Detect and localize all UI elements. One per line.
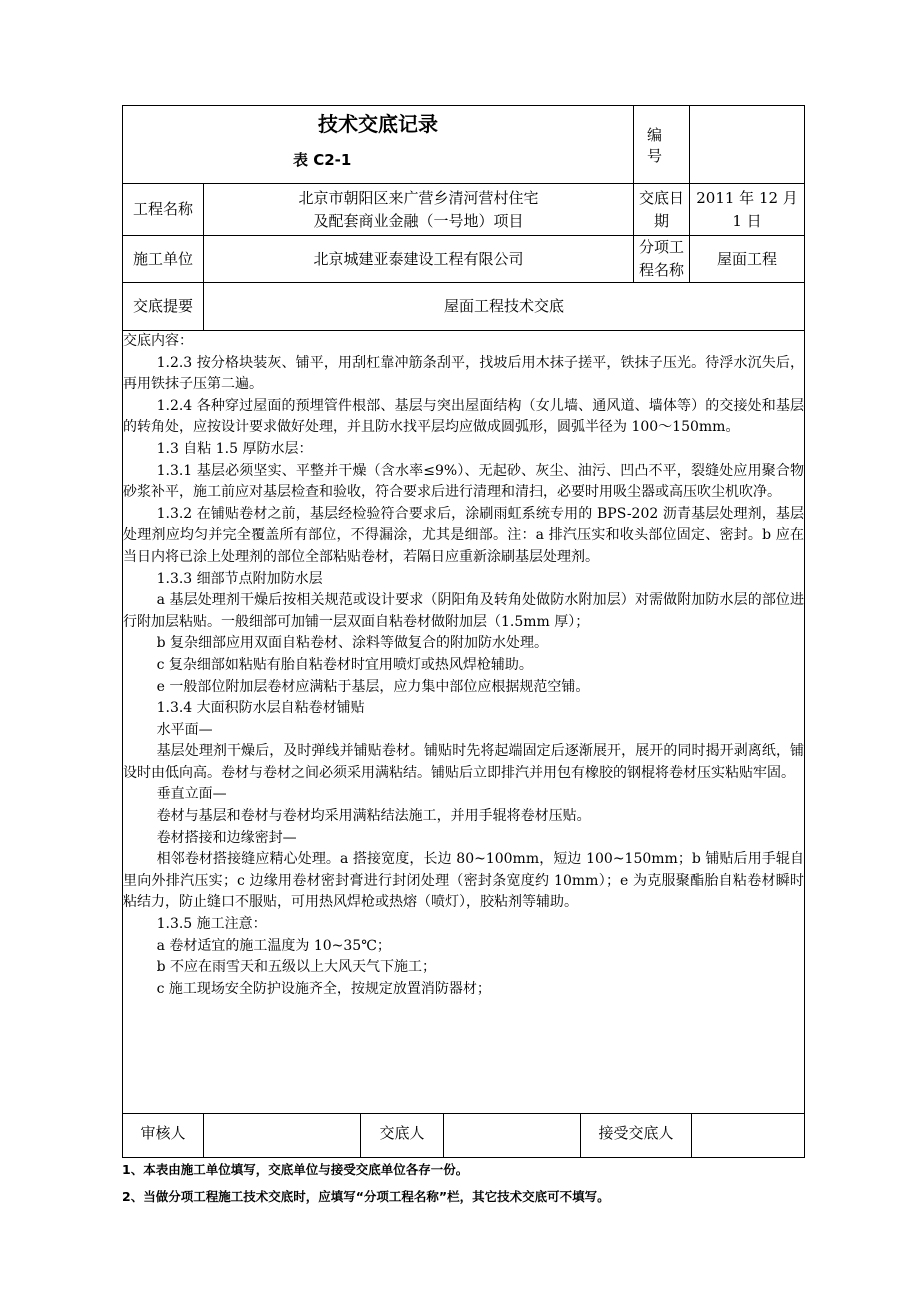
project-name-value — [204, 184, 634, 236]
content-paragraph: c 施工现场安全防护设施齐全，按规定放置消防器材； — [156, 980, 491, 997]
title-cell — [123, 106, 634, 184]
content-paragraph: 卷材与基层和卷材与卷材均采用满粘结法施工，并用手辊将卷材压贴。 — [156, 808, 591, 825]
construction-unit-label: 施工单位 — [123, 236, 204, 283]
content-paragraph: 1.3.1 基层必须坚实、平整并干燥（含水率≤9%）、无起砂、灰尘、油污、凹凸不平，裂缝处应用聚合物砂浆补平，施工前应对基层检查和验收，符合要求后进行清理和清扫，必要时用吸尘器或高压吹尘机吹净。 — [123, 462, 805, 501]
content-paragraph: 基层处理剂干燥后，及时弹线并铺贴卷材。铺贴时先将起端固定后逐渐展开，展开的同时揭开剥离纸，铺设时由低向高。卷材与卷材之间必须采用满粘结。铺贴后立即排汽并用包有橡胶的钢棍将卷材压实粘贴牢固。 — [123, 743, 805, 781]
content-paragraph: 1.3 自粘 1.5 厚防水层： — [156, 440, 313, 457]
number-label: 编 号 — [634, 106, 690, 184]
sub-project-name-label: 分项工程名称 — [634, 236, 690, 283]
disclosure-date-label: 交底日期 — [634, 184, 690, 236]
reviewer-label: 审核人 — [123, 1113, 204, 1157]
content-paragraph: 卷材搭接和边缘密封— — [156, 829, 297, 846]
technical-disclosure-form — [122, 105, 804, 1158]
reviewer-signature — [204, 1113, 361, 1157]
content-paragraph: 1.3.4 大面积防水层自粘卷材铺贴 — [156, 700, 365, 717]
presenter-label: 交底人 — [361, 1113, 444, 1157]
form-table — [122, 105, 805, 1114]
content-paragraph: 1.3.3 细部节点附加防水层 — [156, 570, 323, 587]
content-paragraph: 水平面— — [156, 721, 213, 738]
content-paragraph: 1.2.4 各种穿过屋面的预埋管件根部、基层与突出屋面结构（女儿墙、通风道、墙体等）的交接处和基层的转角处，应按设计要求做好处理，并且防水找平层均应做成圆弧形，圆弧半径为 100～150mm。 — [123, 397, 805, 436]
content-paragraph: 1.2.3 按分格块装灰、铺平，用刮杠靠冲筋条刮平，找坡后用木抹子搓平，铁抹子压光。待浮水沉失后，再用铁抹子压第二遍。 — [123, 354, 805, 393]
form-code: 表 C2-1 — [293, 151, 352, 169]
receiver-label: 接受交底人 — [581, 1113, 692, 1157]
content-paragraph: 1.3.2 在铺贴卷材之前，基层经检验符合要求后，涂刷雨虹系统专用的 BPS-202 沥青基层处理剂，基层处理剂应均匀并完全覆盖所有部位，不得漏涂，尤其是细部。注：a 排汽压实和收头部位固定、密封。b 应在当日内将已涂上处理剂的部位全部粘贴卷材，若隔日应重新涂刷基层处理剂。 — [123, 505, 805, 565]
content-paragraph: 垂直立面— — [156, 786, 227, 803]
summary-label: 交底提要 — [123, 283, 204, 331]
footnote-2: 2、当做分项工程施工技术交底时，应填写“分项工程名称”栏，其它技术交底可不填写。 — [122, 1189, 610, 1204]
project-name-line1: 北京市朝阳区来广营乡清河营村住宅 — [298, 188, 539, 207]
content-heading: 交底内容： — [123, 333, 193, 349]
content-cell — [123, 331, 805, 1114]
construction-unit-value: 北京城建亚泰建设工程有限公司 — [204, 236, 634, 283]
content-paragraph: a 基层处理剂干燥后按相关规范或设计要求（阴阳角及转角处做防水附加层）对需做附加防水层的部位进行附加层粘贴。一般细部可加铺一层双面自粘卷材做附加层（1.5mm 厚）； — [123, 592, 805, 630]
signature-table — [122, 1113, 805, 1158]
disclosure-date-value: 2011 年 12 月 1 日 — [690, 184, 805, 236]
presenter-signature — [444, 1113, 581, 1157]
content-paragraph: b 不应在雨雪天和五级以上大风天气下施工； — [156, 959, 437, 976]
project-name-label: 工程名称 — [123, 184, 204, 236]
content-paragraph: e 一般部位附加层卷材应满粘于基层，应力集中部位应根据规范空铺。 — [156, 678, 590, 695]
sub-project-name-value: 屋面工程 — [690, 236, 805, 283]
number-value — [690, 106, 805, 184]
project-name-line2: 及配套商业金融（一号地）项目 — [313, 211, 524, 230]
summary-value: 屋面工程技术交底 — [204, 283, 805, 331]
content-paragraph: b 复杂细部应用双面自粘卷材、涂料等做复合的附加防水处理。 — [156, 635, 549, 652]
content-paragraph: 相邻卷材搭接缝应精心处理。a 搭接宽度，长边 80~100mm，短边 100~150mm；b 铺贴后用手辊自里向外排汽压实；c 边缘用卷材密封膏进行封闭处理（密封条宽度约 10mm）；e 为克服聚酯胎自粘卷材瞬时粘结力，防止缝口不服贴，可用热风焊枪或热熔（喷灯），胶粘剂等辅助。 — [123, 851, 805, 911]
form-title: 技术交底记录 — [318, 112, 439, 136]
receiver-signature — [692, 1113, 805, 1157]
content-paragraph: 1.3.5 施工注意： — [156, 916, 267, 933]
footnote-1: 1、本表由施工单位填写，交底单位与接受交底单位各存一份。 — [122, 1162, 469, 1177]
content-paragraph: a 卷材适宜的施工温度为 10~35℃； — [156, 937, 391, 954]
content-paragraph: c 复杂细部如粘贴有胎自粘卷材时宜用喷灯或热风焊枪辅助。 — [156, 656, 533, 673]
